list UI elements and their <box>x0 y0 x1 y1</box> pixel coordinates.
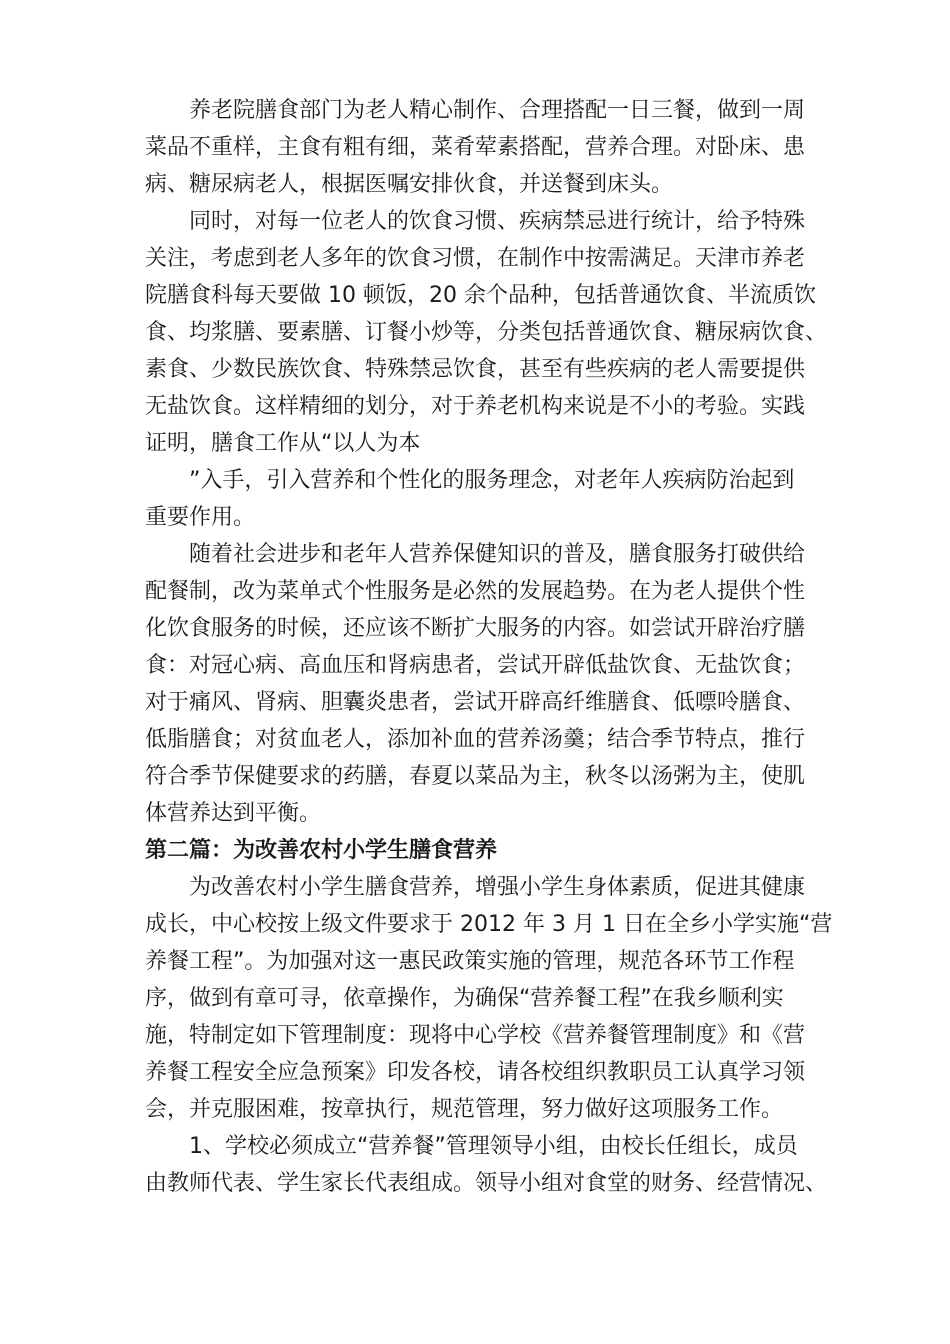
text-line: 为改善农村小学生膳食营养，增强小学生身体素质，促进其健康 <box>189 875 806 900</box>
text-line: 养老院膳食部门为老人精心制作、合理搭配一日三餐，做到一周 <box>189 98 806 123</box>
text-line: 食：对冠心病、高血压和肾病患者，尝试开辟低盐饮食、无盐饮食； <box>145 653 806 678</box>
text-line: 序，做到有章可寻，依章操作，为确保“营养餐工程”在我乡顺利实 <box>145 986 784 1011</box>
section-one <box>145 92 828 832</box>
text-line: 对于痛风、肾病、胆囊炎患者，尝试开辟高纤维膳食、低嘌呤膳食、 <box>145 690 806 715</box>
text-line: 重要作用。 <box>145 505 256 530</box>
text-line: 符合季节保健要求的药膳，春夏以菜品为主，秋冬以汤粥为主，使肌 <box>145 764 806 789</box>
text-line: 院膳食科每天要做 10 顿饭，20 余个品种，包括普通饮食、半流质饮 <box>145 283 816 308</box>
text-line: 关注，考虑到老人多年的饮食习惯，在制作中按需满足。天津市养老 <box>145 246 806 271</box>
text-line: 养餐工程”。为加强对这一惠民政策实施的管理，规范各环节工作程 <box>145 949 795 974</box>
text-line: 食、均浆膳、要素膳、订餐小炒等，分类包括普通饮食、糖尿病饮食、 <box>145 320 828 345</box>
text-line: 体营养达到平衡。 <box>145 801 322 826</box>
text-line: 无盐饮食。这样精细的划分，对于养老机构来说是不小的考验。实践 <box>145 394 806 419</box>
text-line: 配餐制，改为菜单式个性服务是必然的发展趋势。在为老人提供个性 <box>145 579 806 604</box>
text-line: 病、糖尿病老人，根据医嘱安排伙食，并送餐到床头。 <box>145 172 674 197</box>
section-heading: 第二篇：为改善农村小学生膳食营养 <box>145 838 498 863</box>
document-page <box>145 92 833 1202</box>
text-line: 1、学校必须成立“营养餐”管理领导小组，由校长任组长，成员 <box>189 1134 798 1159</box>
text-line: 素食、少数民族饮食、特殊禁忌饮食，甚至有些疾病的老人需要提供 <box>145 357 806 382</box>
text-line: 施，特制定如下管理制度：现将中心学校《营养餐管理制度》和《营 <box>145 1023 806 1048</box>
text-line: 由教师代表、学生家长代表组成。领导小组对食堂的财务、经营情况、 <box>145 1171 828 1196</box>
text-line: 化饮食服务的时候，还应该不断扩大服务的内容。如尝试开辟治疗膳 <box>145 616 806 641</box>
text-line: ”入手，引入营养和个性化的服务理念，对老年人疾病防治起到 <box>189 468 795 493</box>
text-line: 同时，对每一位老人的饮食习惯、疾病禁忌进行统计，给予特殊 <box>189 209 806 234</box>
text-line: 菜品不重样，主食有粗有细，菜肴荤素搭配，营养合理。对卧床、患 <box>145 135 806 160</box>
text-line: 低脂膳食；对贫血老人，添加补血的营养汤羹；结合季节特点，推行 <box>145 727 806 752</box>
text-line: 证明，膳食工作从“以人为本 <box>145 431 421 456</box>
text-line: 养餐工程安全应急预案》印发各校，请各校组织教职员工认真学习领 <box>145 1060 806 1085</box>
section-two <box>145 869 833 1202</box>
text-line: 随着社会进步和老年人营养保健知识的普及，膳食服务打破供给 <box>189 542 806 567</box>
text-line: 会，并克服困难，按章执行，规范管理，努力做好这项服务工作。 <box>145 1097 784 1122</box>
text-line: 成长，中心校按上级文件要求于 2012 年 3 月 1 日在全乡小学实施“营 <box>145 912 833 937</box>
